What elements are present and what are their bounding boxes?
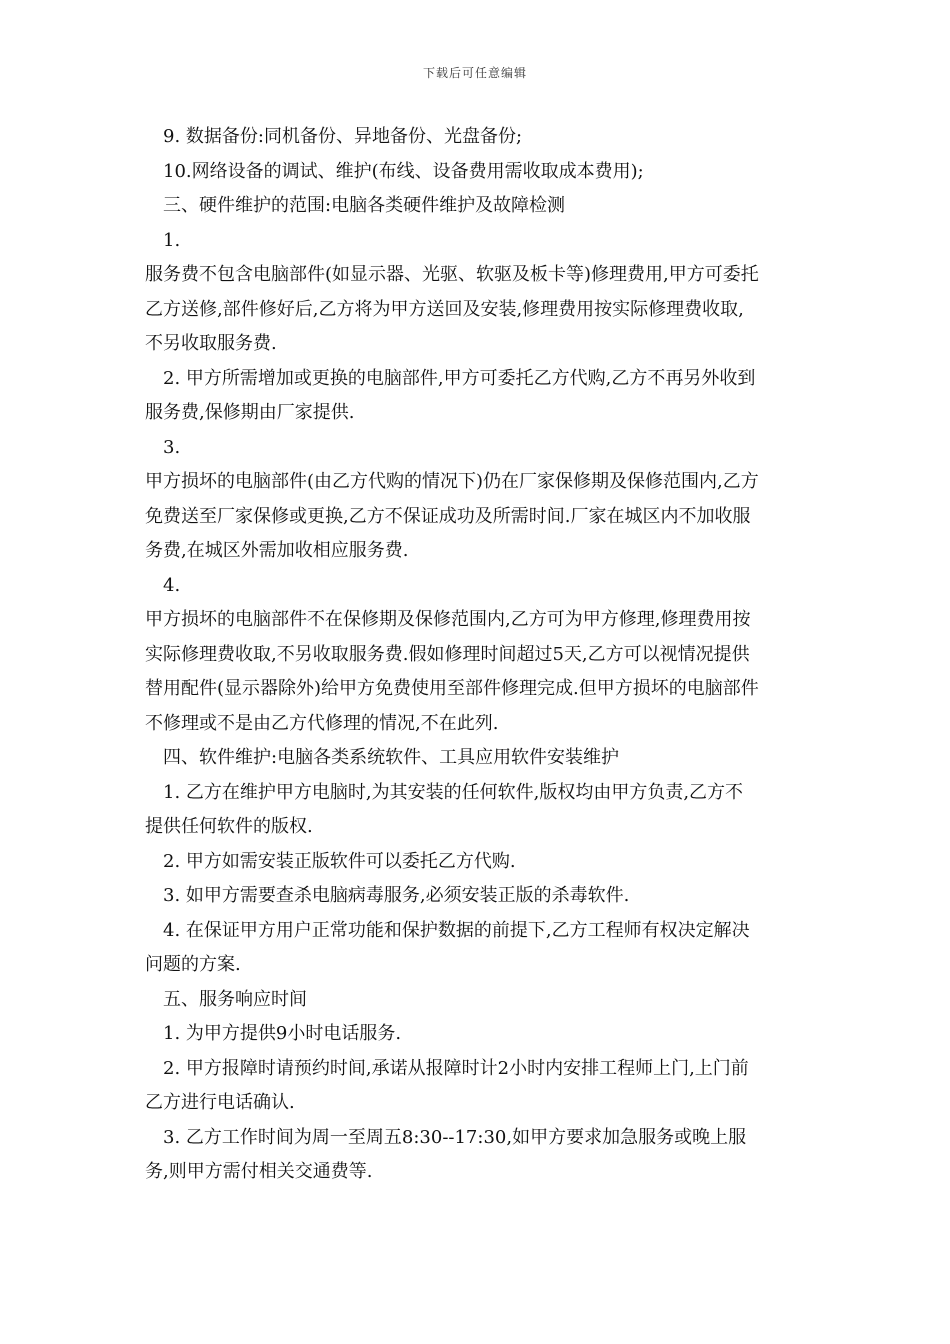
text-line: 1. 乙方在维护甲方电脑时,为其安装的任何软件,版权均由甲方负责,乙方不 <box>163 781 744 803</box>
text-line: 替用配件(显示器除外)给甲方免费使用至部件修理完成.但甲方损坏的电脑部件 <box>145 678 759 699</box>
text-line: 4. 在保证甲方用户正常功能和保护数据的前提下,乙方工程师有权决定解决 <box>163 919 750 941</box>
text-line: 乙方进行电话确认. <box>145 1092 295 1113</box>
text-line: 服务费不包含电脑部件(如显示器、光驱、软驱及板卡等)修理费用,甲方可委托 <box>145 264 759 285</box>
text-line: 9. 数据备份:同机备份、异地备份、光盘备份; <box>163 126 523 147</box>
text-line: 甲方损坏的电脑部件(由乙方代购的情况下)仍在厂家保修期及保修范围内,乙方 <box>145 471 759 492</box>
text-line: 1. <box>163 229 181 251</box>
text-line: 务费,在城区外需加收相应服务费. <box>145 540 409 561</box>
text-line: 三、硬件维护的范围:电脑各类硬件维护及故障检测 <box>163 195 566 216</box>
text-line: 务,则甲方需付相关交通费等. <box>145 1161 373 1182</box>
text-line: 四、软件维护:电脑各类系统软件、工具应用软件安装维护 <box>163 747 620 768</box>
page-header: 下载后可任意编辑 <box>422 66 527 80</box>
text-line: 实际修理费收取,不另收取服务费.假如修理时间超过5天,乙方可以视情况提供 <box>145 643 750 665</box>
text-line: 乙方送修,部件修好后,乙方将为甲方送回及安装,修理费用按实际修理费收取, <box>145 298 744 320</box>
text-line: 3. 如甲方需要查杀电脑病毒服务,必须安装正版的杀毒软件. <box>163 885 630 906</box>
text-line: 2. 甲方报障时请预约时间,承诺从报障时计2小时内安排工程师上门,上门前 <box>163 1057 749 1079</box>
text-line: 甲方损坏的电脑部件不在保修期及保修范围内,乙方可为甲方修理,修理费用按 <box>145 609 751 630</box>
text-line: 不另收取服务费. <box>145 333 277 354</box>
text-line: 10.网络设备的调试、维护(布线、设备费用需收取成本费用); <box>163 160 644 182</box>
text-line: 4. <box>163 574 181 596</box>
text-line: 服务费,保修期由厂家提供. <box>145 402 355 423</box>
text-line: 2. 甲方所需增加或更换的电脑部件,甲方可委托乙方代购,乙方不再另外收到 <box>163 367 756 389</box>
text-line: 提供任何软件的版权. <box>145 816 313 837</box>
text-line: 3. <box>163 436 181 458</box>
text-line: 问题的方案. <box>145 954 241 975</box>
text-line: 不修理或不是由乙方代修理的情况,不在此列. <box>145 712 499 734</box>
text-line: 1. 为甲方提供9小时电话服务. <box>163 1023 402 1044</box>
text-line: 免费送至厂家保修或更换,乙方不保证成功及所需时间.厂家在城区内不加收服 <box>145 505 751 527</box>
text-line: 五、服务响应时间 <box>163 988 307 1010</box>
text-line: 2. 甲方如需安装正版软件可以委托乙方代购. <box>163 850 516 872</box>
text-line: 3. 乙方工作时间为周一至周五8:30--17:30,如甲方要求加急服务或晚上服 <box>163 1126 747 1148</box>
document-body <box>145 120 810 1190</box>
